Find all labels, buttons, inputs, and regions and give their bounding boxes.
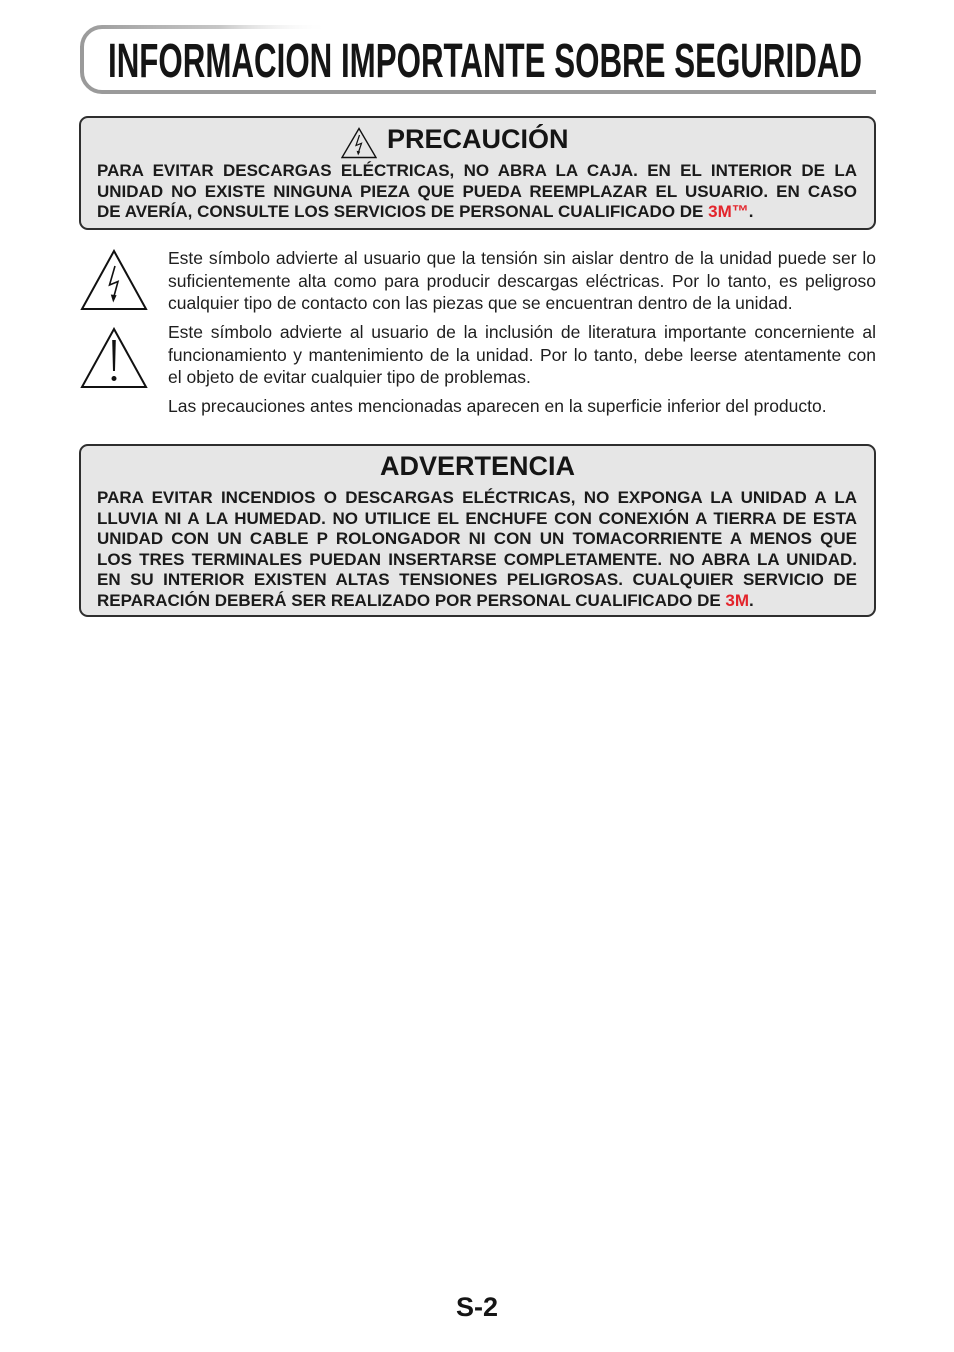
precaution-text-line: UNIDAD NO EXISTE NINGUNA PIEZA QUE PUEDA REEMPLAZAR EL USUARIO. EN CASO [97, 181, 857, 201]
warning-text-line: UNIDAD CON UN CABLE P ROLONGADOR NI CON UN TOMACORRIENTE A MENOS QUE [97, 529, 857, 549]
warning-text-line: EN SU INTERIOR EXISTEN ALTAS TENSIONES PELIGROSAS. CUALQUIER SERVICIO DE [97, 570, 857, 590]
exclamation-symbol-icon [80, 327, 148, 389]
symbol-description-line: cualquier tipo de contacto con las piezas que se encuentran dentro de la unidad. [168, 293, 793, 314]
warning-text-line: PARA EVITAR INCENDIOS O DESCARGAS ELÉCTRICAS, NO EXPONGA LA UNIDAD A LA [97, 488, 857, 507]
warning-heading: ADVERTENCIA [379, 451, 575, 481]
symbol-description-line: funcionamiento y mantenimiento de la unidad. Por lo tanto, debe leerse atentamente con [168, 344, 876, 365]
punctuation: . [748, 202, 754, 222]
warning-text-line: LOS TRES TERMINALES PUEDAN INSERTARSE COMPLETAMENTE. NO ABRA LA UNIDAD. [97, 549, 857, 569]
electric-shock-symbol-icon [80, 249, 148, 311]
precaution-heading: PRECAUCIÓN [387, 124, 569, 154]
symbol-description-line: suficientemente alta como para producir descargas eléctricas. Por lo tanto, es peligroso [168, 270, 876, 291]
page-number: S-2 [455, 1292, 499, 1322]
lightning-warning-icon [341, 127, 377, 159]
precaution-box [79, 116, 876, 230]
brand-name: 3M™ [708, 202, 749, 222]
page-title: INFORMACION IMPORTANTE SOBRE SEGURIDAD [108, 35, 863, 88]
symbol-description [168, 321, 876, 389]
warning-box [79, 444, 876, 617]
precaution-text-fragment: DE AVERÍA, CONSULTE LOS SERVICIOS DE PERSONAL CUALIFICADO DE [97, 202, 709, 222]
symbol-description [168, 247, 876, 315]
warning-text-line: LLUVIA NI A LA HUMEDAD. NO UTILICE EL ENCHUFE CON CONEXIÓN A TIERRA DE ESTA [97, 508, 857, 528]
warning-text [97, 488, 857, 612]
symbol-description-line: Este símbolo advierte al usuario de la inclusión de literatura importante concerniente al [168, 322, 876, 342]
precaution-text [97, 161, 857, 223]
symbols-location-note: Las precauciones antes mencionadas aparecen en la superficie inferior del producto. [168, 396, 827, 416]
warning-text-fragment: REPARACIÓN DEBERÁ SER REALIZADO POR PERSONAL CUALIFICADO DE [97, 590, 726, 610]
precaution-text-line: PARA EVITAR DESCARGAS ELÉCTRICAS, NO ABRA LA CAJA. EN EL INTERIOR DE LA [97, 161, 857, 180]
warning-text-line [97, 591, 857, 612]
punctuation: . [749, 590, 754, 610]
brand-name: 3M [725, 590, 750, 610]
symbol-description-line: Este símbolo advierte al usuario que la tensión sin aislar dentro de la unidad puede ser lo [168, 248, 876, 268]
precaution-text-line [97, 202, 857, 223]
symbol-description-line: el objeto de evitar cualquier tipo de problemas. [168, 367, 531, 388]
